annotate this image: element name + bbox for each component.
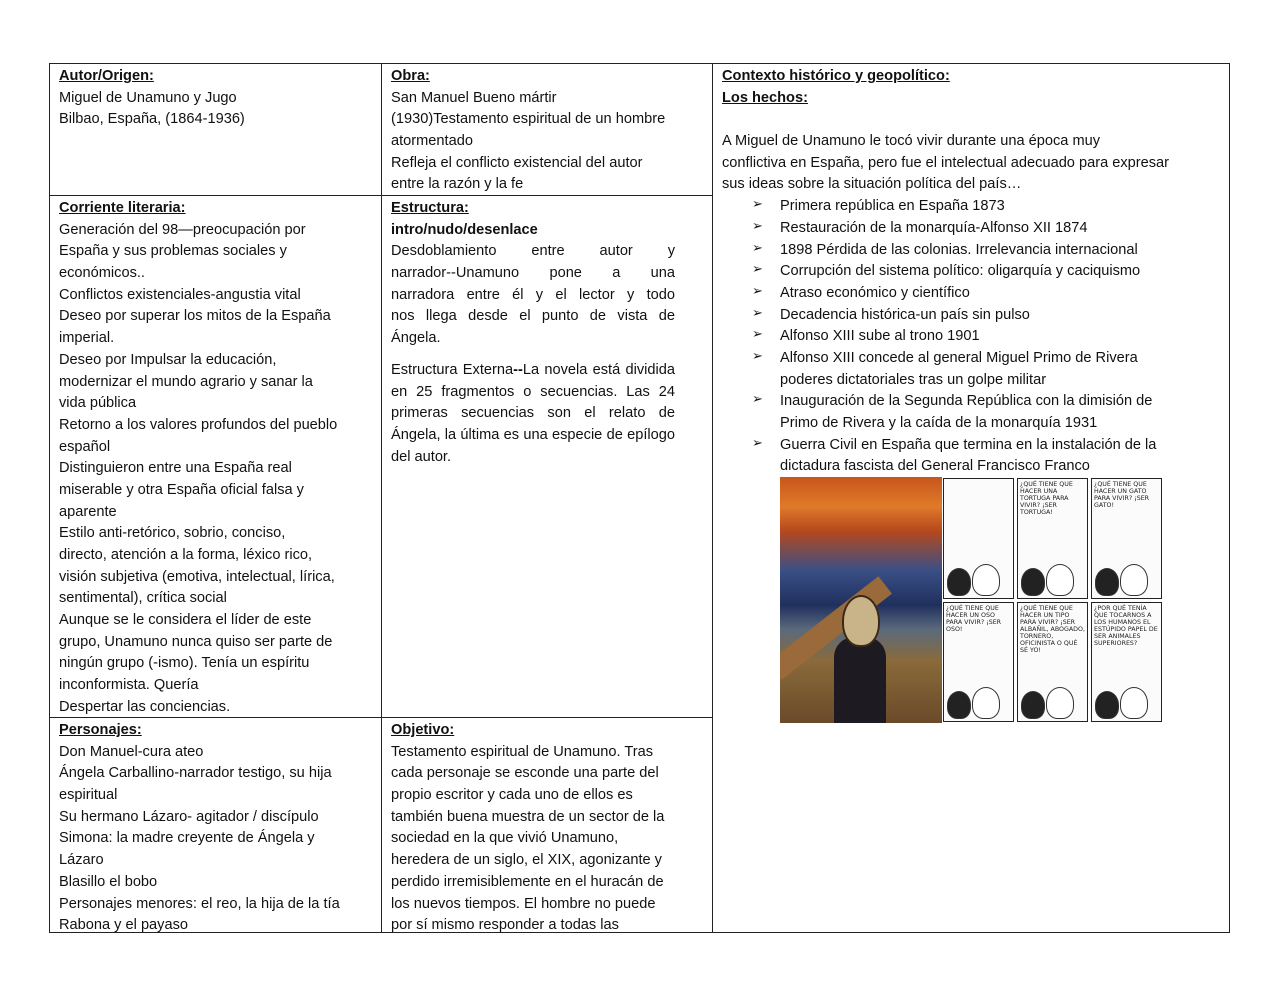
text-line: poderes dictatoriales tras un golpe militar xyxy=(780,371,1047,388)
comic-panel xyxy=(1017,602,1088,723)
text-line: Distinguieron entre una España real xyxy=(59,460,292,477)
comic-panel xyxy=(943,602,1014,723)
mafalda-figure xyxy=(947,568,971,596)
text-line: Su hermano Lázaro- agitador / discípulo xyxy=(59,808,319,825)
text-line: Generación del 98—preocupación por xyxy=(59,221,306,238)
hechos-list-item xyxy=(722,305,1221,327)
text-line: inconformista. Quería xyxy=(59,677,199,694)
estructura-externa-first-line xyxy=(391,360,675,382)
mafalda-figure xyxy=(947,691,971,719)
mafalda-comic-image xyxy=(942,477,1163,723)
illustrations xyxy=(780,477,1163,723)
hechos-list-item xyxy=(722,196,1221,218)
text-line: narradora entre él y el lector y todo xyxy=(391,286,675,303)
arrow-right-icon: ➢ xyxy=(752,326,763,342)
text-line: Primo de Rivera y la caída de la monarquía 1931 xyxy=(780,415,1098,431)
separator: -- xyxy=(513,361,523,378)
scream-painting-image xyxy=(780,477,942,723)
text-line: cada personaje se esconde una parte del xyxy=(391,765,659,782)
obra-heading: Obra: xyxy=(391,68,430,84)
text-line: conflictiva en España, pero fue el intelectual adecuado para expresar xyxy=(722,154,1170,171)
mafalda-figure xyxy=(1095,568,1119,596)
felipe-figure xyxy=(972,564,1000,596)
autor-text xyxy=(59,88,373,131)
obra-cell xyxy=(382,64,712,195)
summary-table xyxy=(49,63,1230,933)
text-line: visión subjetiva (emotiva, intelectual, lírica, xyxy=(59,568,335,585)
text-line: Rabona y el payaso xyxy=(59,917,188,932)
hechos-list-item xyxy=(722,348,1221,391)
hechos-list-item xyxy=(722,391,1221,434)
text-line: nos llega desde el punto de vista de xyxy=(391,308,675,325)
estructura-externa-label: Estructura Externa xyxy=(391,361,514,378)
text-line: 1898 Pérdida de las colonias. Irrelevancia internacional xyxy=(780,241,1138,258)
contexto-cell xyxy=(713,64,1229,932)
text-line: Deseo por Impulsar la educación, xyxy=(59,351,277,368)
arrow-right-icon: ➢ xyxy=(752,239,763,255)
text-line: Don Manuel-cura ateo xyxy=(59,743,204,760)
text-line: Alfonso XIII concede al general Miguel Primo de Rivera xyxy=(780,349,1138,366)
text-line: Deseo por superar los mitos de la España xyxy=(59,308,331,325)
text-line: los nuevos tiempos. El hombre no puede xyxy=(391,895,656,912)
arrow-right-icon: ➢ xyxy=(752,217,763,233)
arrow-right-icon: ➢ xyxy=(752,434,763,450)
text-line: sentimental), crítica social xyxy=(59,590,227,607)
text-line: Miguel de Unamuno y Jugo xyxy=(59,89,237,106)
text-line: por sí mismo responder a todas las xyxy=(391,917,619,932)
text-line: Primera república en España 1873 xyxy=(780,198,1005,215)
text-line: Restauración de la monarquía-Alfonso XII 1874 xyxy=(780,219,1088,236)
objetivo-cell xyxy=(382,718,712,932)
felipe-figure xyxy=(1046,564,1074,596)
text-line: Ángela. xyxy=(391,330,441,347)
autor-cell xyxy=(50,64,381,195)
text-line: Refleja el conflicto existencial del autor xyxy=(391,154,643,171)
text-line: ningún grupo (-ismo). Tenía un espíritu xyxy=(59,655,310,672)
text-line: modernizar el mundo agrario y sanar la xyxy=(59,373,313,390)
text-line: San Manuel Bueno mártir xyxy=(391,89,557,106)
text-line: Testamento espiritual de Unamuno. Tras xyxy=(391,743,654,760)
felipe-figure xyxy=(1046,687,1074,719)
text-line: en 25 fragmentos o secuencias. Las 24 xyxy=(391,383,675,400)
text-line: Atraso económico y científico xyxy=(780,284,970,301)
text-line: español xyxy=(59,438,111,455)
text-line: narrador--Unamuno pone a una xyxy=(391,265,675,282)
hechos-list-item xyxy=(722,240,1221,262)
text-line: Aunque se le considera el líder de este xyxy=(59,612,312,629)
autor-heading: Autor/Origen: xyxy=(59,68,154,84)
text-line: del autor. xyxy=(391,448,452,465)
text-line: Alfonso XIII sube al trono 1901 xyxy=(780,328,980,345)
text-line: directo, atención a la forma, léxico rico, xyxy=(59,547,313,563)
corriente-heading: Corriente literaria: xyxy=(59,200,186,216)
arrow-right-icon: ➢ xyxy=(752,261,763,277)
felipe-figure xyxy=(1120,564,1148,596)
text-line: (1930)Testamento espiritual de un hombre xyxy=(391,111,666,128)
comic-panel xyxy=(1091,602,1162,723)
speech-bubble: ¿QUÉ TIENE QUE HACER UNA TORTUGA PARA VIVIR? ¡SER TORTUGA! xyxy=(1020,481,1073,516)
text-line: Corrupción del sistema político: oligarquía y caciquismo xyxy=(780,263,1141,280)
text-line: grupo, Unamuno nunca quiso ser parte de xyxy=(59,633,333,650)
text-line: Personajes menores: el reo, la hija de la tía xyxy=(59,895,340,912)
text-line: Conflictos existenciales-angustia vital xyxy=(59,286,301,303)
speech-bubble: ¿QUÉ TIENE QUE HACER UN OSO PARA VIVIR? ¡SER OSO! xyxy=(946,604,1002,633)
arrow-right-icon: ➢ xyxy=(752,347,763,363)
text-line: Bilbao, España, (1864-1936) xyxy=(59,111,245,128)
text-line: dictadura fascista del General Francisco Franco xyxy=(780,458,1090,475)
corriente-cell xyxy=(50,196,381,717)
objetivo-text xyxy=(391,742,704,932)
text-line: Decadencia histórica-un país sin pulso xyxy=(780,306,1030,323)
mafalda-figure xyxy=(1095,691,1119,719)
text-line: sociedad en la que vivió Unamuno, xyxy=(391,830,619,847)
estructura-heading: Estructura: xyxy=(391,200,469,216)
text-line: económicos.. xyxy=(59,265,145,282)
estructura-subheading: intro/nudo/desenlace xyxy=(391,221,538,238)
text-line: aparente xyxy=(59,503,117,520)
text-line: Guerra Civil en España que termina en la instalación de la xyxy=(780,436,1157,453)
felipe-figure xyxy=(1120,687,1148,719)
speech-bubble: ¿QUÉ TIENE QUE HACER UN GATO PARA VIVIR? ¡SER GATO! xyxy=(1094,481,1150,509)
text-line: Simona: la madre creyente de Ángela y xyxy=(59,830,315,847)
comic-panel xyxy=(943,478,1014,599)
felipe-figure xyxy=(972,687,1000,719)
objetivo-heading: Objetivo: xyxy=(391,722,455,738)
text-line: Ángela, la última es una especie de epílogo xyxy=(391,426,675,443)
arrow-right-icon: ➢ xyxy=(752,391,763,407)
estructura-cell xyxy=(382,196,712,717)
text-line: Ángela Carballino-narrador testigo, su hija xyxy=(59,765,332,782)
text-line: propio escritor y cada uno de ellos es xyxy=(391,787,633,804)
arrow-right-icon: ➢ xyxy=(752,282,763,298)
text-line: Blasillo el bobo xyxy=(59,873,158,890)
estructura-interna-text xyxy=(391,241,675,349)
text-line: España y sus problemas sociales y xyxy=(59,243,287,260)
obra-text xyxy=(391,88,704,195)
personajes-text xyxy=(59,742,373,932)
speech-bubble: ¿QUÉ TIENE QUE HACER UN TIPO PARA VIVIR? ¡SER ALBAÑIL, ABOGADO, TORNERO, OFICINISTA O QUÉ SÉ YO! xyxy=(1020,604,1085,654)
text-line: imperial. xyxy=(59,330,115,347)
text-line: Inauguración de la Segunda República con la dimisión de xyxy=(780,393,1153,410)
contexto-heading: Contexto histórico y geopolítico: xyxy=(722,68,950,84)
comic-panel xyxy=(1017,478,1088,599)
text-line: también buena muestra de un sector de la xyxy=(391,808,665,825)
speech-bubble xyxy=(944,479,1013,483)
speech-bubble: ¿POR QUÉ TENÍA QUE TOCARNOS A LOS HUMANOS EL ESTÚPIDO PAPEL DE SER ANIMALES SUPERIORES? xyxy=(1094,604,1158,647)
mafalda-figure xyxy=(1021,568,1045,596)
text-line: miserable y otra España oficial falsa y xyxy=(59,481,304,498)
text-line: Despertar las conciencias. xyxy=(59,698,231,715)
hechos-list-item xyxy=(722,283,1221,305)
hechos-list xyxy=(722,196,1221,478)
text-line: A Miguel de Unamuno le tocó vivir durante una época muy xyxy=(722,133,1101,150)
comic-panel xyxy=(1091,478,1162,599)
hechos-list-item xyxy=(722,261,1221,283)
text-line: Lázaro xyxy=(59,852,104,869)
text-line: perdido irremisiblemente en el huracán de xyxy=(391,873,664,890)
mafalda-figure xyxy=(1021,691,1045,719)
personajes-heading: Personajes: xyxy=(59,722,142,738)
text-line: primeras secuencias son el relato de xyxy=(391,405,675,422)
text-line: atormentado xyxy=(391,133,473,150)
hechos-list-item xyxy=(722,218,1221,240)
arrow-right-icon: ➢ xyxy=(752,304,763,320)
text-line: Estilo anti-retórico, sobrio, conciso, xyxy=(59,525,286,542)
estructura-externa-text: La novela está dividida xyxy=(522,361,675,378)
contexto-intro xyxy=(722,131,1221,196)
hechos-heading: Los hechos: xyxy=(722,89,808,106)
arrow-right-icon: ➢ xyxy=(752,196,763,212)
text-line: entre la razón y la fe xyxy=(391,176,524,193)
text-line: vida pública xyxy=(59,395,137,412)
estructura-externa-body xyxy=(391,382,675,469)
personajes-cell xyxy=(50,718,381,932)
text-line: sus ideas sobre la situación política del país… xyxy=(722,176,1022,193)
corriente-text xyxy=(59,220,373,717)
hechos-list-item xyxy=(722,435,1221,478)
text-line: Retorno a los valores profundos del pueblo xyxy=(59,416,338,433)
text-line: Desdoblamiento entre autor y xyxy=(391,243,675,260)
text-line: heredera de un siglo, el XIX, agonizante y xyxy=(391,852,662,869)
hechos-list-item xyxy=(722,326,1221,348)
text-line: espiritual xyxy=(59,787,118,804)
